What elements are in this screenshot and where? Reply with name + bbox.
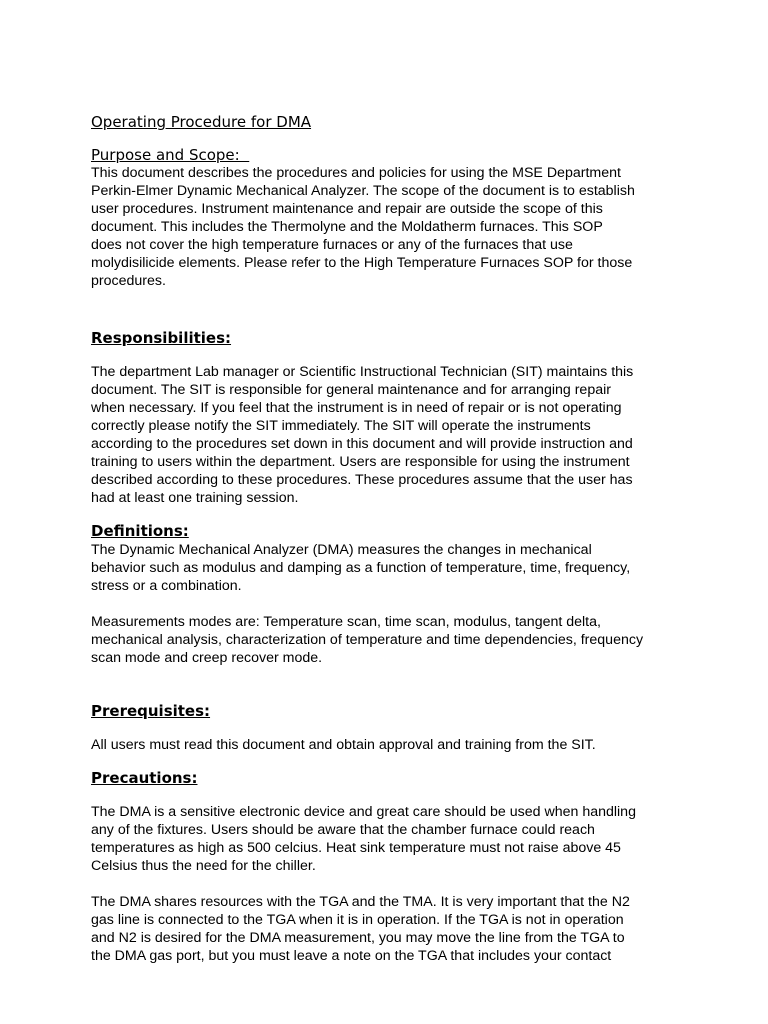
precautions-heading: Precautions:	[91, 769, 198, 787]
precautions-paragraph-2: The DMA shares resources with the TGA and the TMA. It is very important that the N2 gas line is connected to the TGA when it is in operation. If the TGA is not in operation and N2 is desired for the DMA measurement, you may move the line from the TGA to the DMA gas port, but you must leave a note on the TGA that includes your contact	[91, 894, 630, 964]
precautions-paragraph-1: The DMA is a sensitive electronic device and great care should be used when handling any of the fixtures. Users should be aware that the chamber furnace could reach temperatures as high as 500 celcius. Heat sink temperature must not raise above 45 Celsius thus the need for the chiller.	[91, 804, 636, 874]
responsibilities-paragraph: The department Lab manager or Scientific Instructional Technician (SIT) maintains this document. The SIT is responsible for general maintenance and for arranging repair when necessary. If you feel that the instrument is in need of repair or is not operating correctly please notify the SIT immediately. The SIT will operate the instruments according to the procedures set down in this document and will provide instruction and training to users within the department. Users are responsible for using the instrument described according to these procedures. These procedures assume that the user has had at least one training session.	[91, 364, 634, 506]
document-title: Operating Procedure for DMA	[91, 113, 312, 131]
definitions-paragraph-2: Measurements modes are: Temperature scan, time scan, modulus, tangent delta, mechanical analysis, characterization of temperature and time dependencies, frequency scan mode and creep recover mode.	[91, 614, 644, 666]
definitions-heading: Definitions:	[91, 522, 189, 540]
prerequisites-paragraph: All users must read this document and obtain approval and training from the SIT.	[91, 737, 596, 753]
document-page	[91, 112, 691, 965]
definitions-paragraph-1: The Dynamic Mechanical Analyzer (DMA) measures the changes in mechanical behavior such as modulus and damping as a function of temperature, time, frequency, stress or a combination.	[91, 542, 631, 594]
responsibilities-heading: Responsibilities:	[91, 329, 232, 347]
prerequisites-heading: Prerequisites:	[91, 702, 211, 720]
purpose-heading: Purpose and Scope:	[91, 146, 250, 164]
purpose-paragraph: This document describes the procedures and policies for using the MSE Department Perkin-Elmer Dynamic Mechanical Analyzer. The scope of the document is to establish user procedures. Instrument maintenance and repair are outside the scope of this document. This includes the Thermolyne and the Moldatherm furnaces. This SOP does not cover the high temperature furnaces or any of the furnaces that use molydisilicide elements. Please refer to the High Temperature Furnaces SOP for those procedures.	[91, 165, 635, 289]
